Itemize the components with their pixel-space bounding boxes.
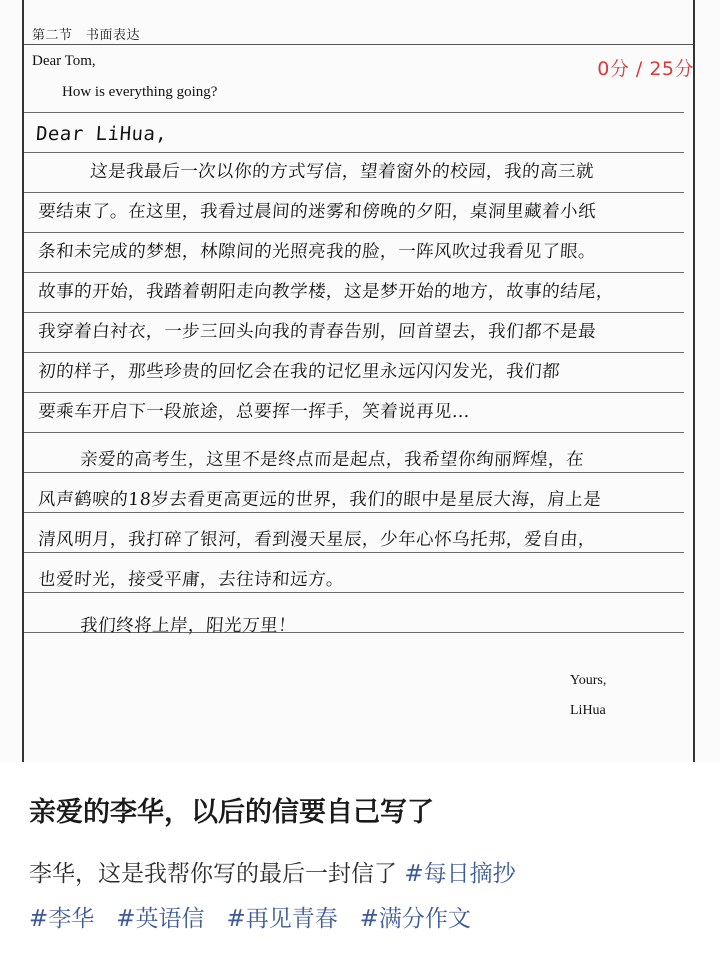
heading-divider [24,44,693,45]
ruled-line [24,232,684,233]
score-mark: 0分 / 25分 [597,58,694,80]
letter-line: 亲爱的高考生，这里不是终点而是起点，我希望你绚丽辉煌，在 [79,450,585,470]
letter-salutation: Dear LiHua, [35,123,169,145]
ruled-line [24,192,684,193]
ruled-line [24,312,684,313]
letter-line: 我们终将上岸，阳光万里！ [79,616,297,636]
ruled-line [24,392,684,393]
ruled-line [24,152,684,153]
letter-line: 初的样子，那些珍贵的回忆会在我的记忆里永远闪闪发光，我们都 [37,362,561,382]
letter-line: 也爱时光，接受平庸，去往诗和远方。 [37,570,345,590]
hashtag-link[interactable]: #再见青春 [226,906,338,932]
hashtag-link[interactable]: #满分作文 [359,906,471,932]
letter-line: 清风明月，我打碎了银河，看到漫天星辰，少年心怀乌托邦，爱自由， [37,530,597,550]
letter-line: 要乘车开启下一段旅途，总要挥一挥手，笑着说再见… [37,402,471,422]
section-heading: 第二节 书面表达 [32,28,141,43]
letter-line: 要结束了。在这里，我看过晨间的迷雾和傍晚的夕阳，桌洞里藏着小纸 [37,202,597,222]
post-title: 亲爱的李华，以后的信要自己写了 [29,797,434,828]
prompt-line: How is everything going? [62,84,218,100]
letter-signature: LiHua [570,703,606,718]
hashtag-link[interactable]: #李华 [29,906,95,932]
ruled-line [24,352,684,353]
post-text: 李华，这是我帮你写的最后一封信了 [29,861,397,887]
letter-line: 条和未完成的梦想，林隙间的光照亮我的脸，一阵风吹过我看见了眼。 [37,242,597,262]
ruled-line [24,552,684,553]
ruled-line [24,592,684,593]
letter-line: 这是我最后一次以你的方式写信，望着窗外的校园，我的高三就 [89,162,595,182]
ruled-line [24,112,684,113]
hashtag-link[interactable]: #每日摘抄 [404,861,516,887]
letter-line: 我穿着白衬衣，一步三回头向我的青春告别，回首望去，我们都不是最 [37,322,597,342]
prompt-greeting: Dear Tom, [32,53,96,69]
ruled-line [24,432,684,433]
letter-line: 风声鹤唳的18岁去看更高更远的世界，我们的眼中是星辰大海，肩上是 [37,490,603,510]
letter-closing: Yours, [570,673,607,688]
ruled-line [24,272,684,273]
page-border-right [693,0,695,762]
hashtag-link[interactable]: #英语信 [116,906,205,932]
post-body [29,852,689,942]
ruled-line [24,512,684,513]
letter-line: 故事的开始，我踏着朝阳走向教学楼，这是梦开始的地方，故事的结尾， [37,282,615,302]
ruled-line [24,472,684,473]
